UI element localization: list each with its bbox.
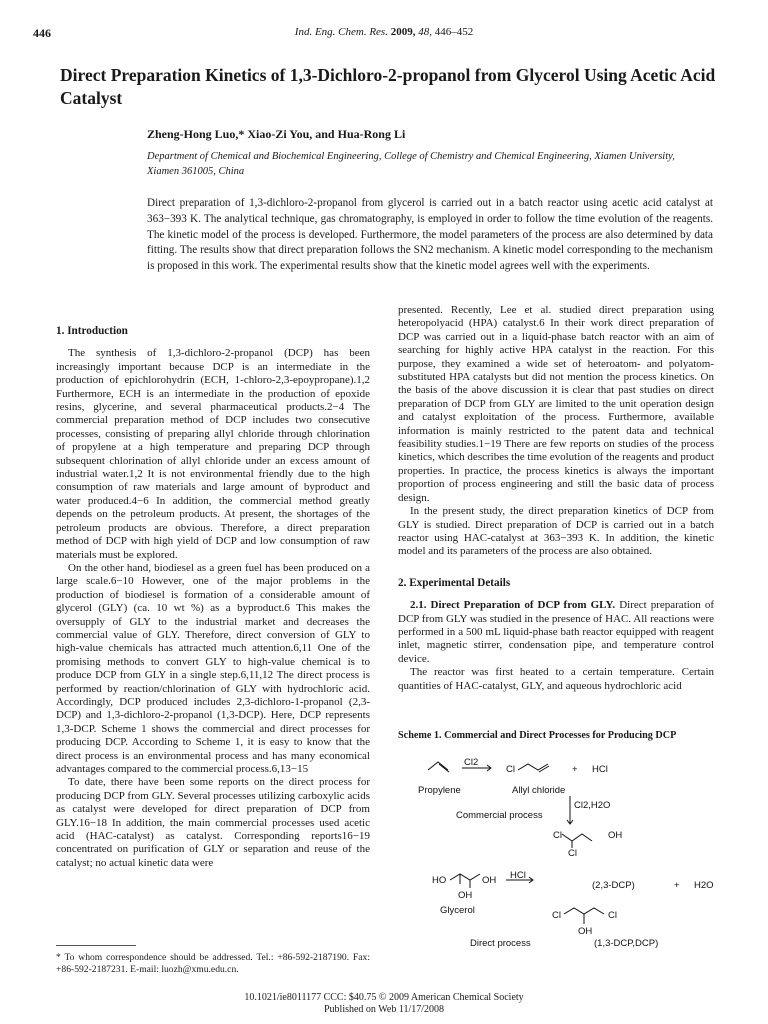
label-glycerol-oh-bottom: OH [458,890,473,901]
correspondence-footnote: * To whom correspondence should be addressed. Tel.: +86-592-2187190. Fax: +86-592-2187231. E-mail: luozh@xmu.edu.cn. [56,952,370,975]
label-allyl-chloride: Allyl chloride [512,785,566,796]
intro-paragraph-1: The synthesis of 1,3-dichloro-2-propanol (DCP) has been increasingly important because DCP is an intermediate in the production of epichlorohydrin (ECH, 1-chloro-2,3-epoypropane).1,2 Furthermore, ECH is an intermediate in the production of epoxide resins, glycerine, and several pharmaceutical products.2−4 The commercial preparation method of DCP includes two consecutive processes, consisting of preparing allyl chloride through chlorination of propylene at a high temperature and preparing DCP through subsequent chlorination of allyl chloride under an excess amount of industrial water.1,2 It is not environmental friendly due to the high consumption of raw materials and large amount of byproduct and water produced.4−6 In addition, the commercial method greatly depends on the petroleum products. At present, the shortages of the petroleum products are obvious. Therefore, a direct preparation method of DCP with high yield of DCP and low consumption of raw materials must be explored. [56,347,370,561]
scheme-caption: Scheme 1. Commercial and Direct Processes for Producing DCP [398,730,677,741]
column-right [398,304,714,693]
label-propylene: Propylene [418,785,461,796]
journal-name: Ind. Eng. Chem. Res. [294,26,388,38]
journal-pages: 446–452 [434,26,474,38]
page-number: 446 [33,26,51,40]
section-heading-experimental: 2. Experimental Details [398,576,511,589]
paper-title: Direct Preparation Kinetics of 1,3-Dichloro-2-propanol from Glycerol Using Acetic Acid Catalyst [60,65,716,108]
label-glycerol-oh-right: OH [482,875,497,886]
label-hcl-reagent: HCl [510,870,526,881]
publication-date: Published on Web 11/17/2008 [323,1004,445,1015]
journal-year: 2009, [390,26,416,38]
journal-header [0,26,768,38]
intro-paragraph-3: To date, there have been some reports on the direct process for producing DCP from GLY. Several processes utilizing carboxylic acids as catalyst were developed for direct preparation of DCP from GLY.16−18 In addition, the main commercial processes used acetic acid (HAC-catalyst) as catalyst. Corresponding reports16−19 concentrated on purification of GLY or separation and reuse of the catalyst; no actual kinetic data were [56,776,370,869]
label-cl2: Cl2 [464,757,479,768]
dcp-13-structure [564,908,604,914]
footnote-divider [56,945,136,946]
label-commercial-process: Commercial process [456,810,543,821]
abstract: Direct preparation of 1,3-dichloro-2-propanol from glycerol is carried out in a batch reactor using acetic acid catalyst at 363−393 K. The analytical technique, gas chromatography, is employed in order to follow the time evolution of the reagents. The kinetic model of the process is developed. Furthermore, the model parameters of the process are also determined by data fitting. The results show that direct preparation follows the SN2 mechanism. A kinetic model corresponding to the mechanism is proposed in this work. The experimental results show that the kinetic model agrees well with the experiments. [147,197,713,273]
label-dcp13-cl-right: Cl [608,910,617,921]
label-glycerol: Glycerol [440,905,475,916]
label-dcp23: (2,3-DCP) [592,880,635,891]
label-dcp13: (1,3-DCP,DCP) [594,938,659,949]
section-heading-introduction: 1. Introduction [56,325,128,337]
doi-copyright: 10.1021/ie8011177 CCC: $40.75 © 2009 American Chemical Society [244,992,524,1003]
label-dcp23-oh: OH [608,830,623,841]
intro-paragraph-5: In the present study, the direct preparation kinetics of DCP from GLY is studied. Direct preparation of DCP is carried out in a batch reactor using HAC-catalyst at 363−393 K. In addition, the kinetic model and its parameters of the process are also obtained. [398,505,714,558]
label-plus-2: + [674,880,680,891]
label-dcp13-oh: OH [578,926,593,937]
label-cl: Cl [506,764,515,775]
label-cl2-h2o: Cl2,H2O [574,800,611,811]
scheme-1-diagram [398,748,728,958]
label-glycerol-ho: HO [432,875,447,886]
glycerol-structure [450,874,480,880]
page-footer [0,992,768,1016]
dcp-23-structure [562,834,592,841]
label-h2o: H2O [694,880,714,891]
label-dcp13-cl-left: Cl [552,910,561,921]
subsection-heading: 2.1. Direct Preparation of DCP from GLY. [410,599,616,612]
affiliation: Department of Chemical and Biochemical Engineering, College of Chemistry and Chemical Engineering, Xiamen University, Xiamen 361005, China [147,151,675,177]
experimental-text-1: Direct preparation of DCP from GLY was studied in the presence of HAC. All reactions were performed in a 500 mL liquid-phase bath reactor equipped with reagent inlet, magnetic stirrer, condensation pipe, and temperature control device. [398,599,714,665]
label-dcp23-cl-2: Cl [568,848,577,859]
label-dcp23-cl-1: Cl [553,830,562,841]
author-list: Zheng-Hong Luo,* Xiao-Zi You, and Hua-Rong Li [147,127,406,141]
journal-volume: 48, [418,26,432,38]
label-direct-process: Direct process [470,938,531,949]
intro-paragraph-2: On the other hand, biodiesel as a green fuel has been produced on a large scale.6−10 However, one of the major problems in the production of biodiesel is formation of a considerable amount of glycerol (GLY) (ca. 10 wt %) as a byproduct.6 This makes the oversupply of GLY to the industrial market and decreases the commercial value of GLY. Therefore, direct conversion of GLY to high-value chemicals has attracted much attention.6,11 One of the promising methods to convert GLY to high-value chemical is to produce DCP from GLY in a single step.6,11,12 The direct process is performed by reaction/chlorination of GLY with hydrochloric acid. Accordingly, DCP produced includes 2,3-dichloro-1-propanol (2,3-DCP) and 1,3-dichloro-2-propanol (1,3-DCP). Here, DCP represents 1,3-DCP. Scheme 1 shows the commercial and direct processes for producing DCP. According to Scheme 1, it is easy to know that the direct process is an environmental process and has many economical advantages compared to the commercial process.6,13−15 [56,561,370,775]
label-hcl-byproduct: HCl [592,764,608,775]
experimental-paragraph-1 [398,599,714,666]
intro-paragraph-4: presented. Recently, Lee et al. studied direct preparation using heteropolyacid (HPA) catalyst.6 In their work direct preparation of DCP was carried out in a liquid-phase batch reactor with an aim of searching for highly active HPA catalyst in the reaction. For this purpose, they examined a wide set of heteroatom- and polyatom-substituted HPA catalysts but did not mention the process kinetics. On the basis of the above discussion it is clear that past studies on direct preparation of DCP from GLY are limited to the unit operation design and catalyst exploitation of the process. Furthermore, available information is mainly restricted to the patent data and technical feasibility studies.1−19 There are few reports on studies of the process kinetics, which describes the time evolution of the reagents and product properties. In practice, the process kinetics is always the important proportion of process engineering and still the basic data of process design. [398,304,714,504]
experimental-paragraph-2: The reactor was first heated to a certain temperature. Certain quantities of HAC-catalyst, GLY, and aqueous hydrochloric acid [398,666,714,692]
label-plus-1: + [572,764,578,775]
column-left [56,325,370,870]
